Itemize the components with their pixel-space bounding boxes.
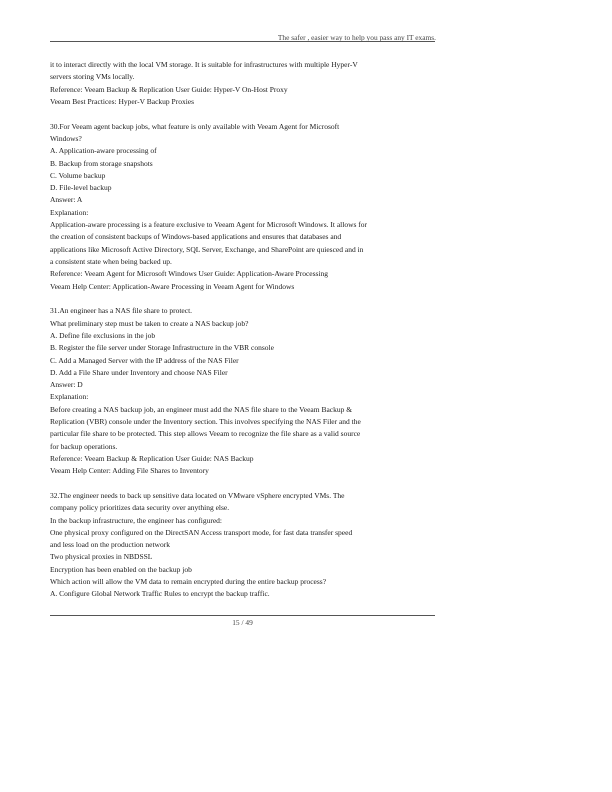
- text-line: Answer: D: [50, 380, 83, 390]
- text-line: 32.The engineer needs to back up sensitive data located on VMware vSphere encrypted VMs. The: [50, 491, 345, 500]
- text-section: [50, 59, 435, 108]
- text-line: D. File-level backup: [50, 183, 112, 193]
- text-line: a consistent state when being backed up.: [50, 256, 172, 266]
- text-line: B. Register the file server under Storage Infrastructure in the VBR console: [50, 343, 274, 353]
- text-line: Answer: A: [50, 195, 83, 205]
- text-line: Explanation:: [50, 207, 89, 217]
- text-line: Veeam Best Practices: Hyper-V Backup Proxies: [50, 96, 195, 106]
- text-line: company policy prioritizes data security over anything else.: [50, 503, 230, 513]
- text-line: Reference: Veeam Backup & Replication User Guide: Hyper-V On-Host Proxy: [50, 84, 288, 94]
- text-line: Explanation:: [50, 392, 89, 402]
- section-gap: [50, 478, 435, 491]
- text-line: Windows?: [50, 133, 82, 143]
- text-line: Reference: Veeam Agent for Microsoft Windows User Guide: Application-Aware Processing: [50, 269, 329, 279]
- header-divider: [50, 41, 435, 42]
- text-line: Which action will allow the VM data to remain encrypted during the entire backup process?: [50, 577, 327, 587]
- text-line: Reference: Veeam Backup & Replication User Guide: NAS Backup: [50, 453, 254, 463]
- text-line: applications like Microsoft Active Directory, SQL Server, Exchange, and SharePoint are quiesced and in: [50, 244, 364, 254]
- text-line: Application-aware processing is a feature exclusive to Veeam Agent for Microsoft Windows. It allows for: [50, 220, 368, 230]
- text-line: servers storing VMs locally.: [50, 72, 135, 82]
- text-line: the creation of consistent backups of Windows-based applications and ensures that databases and: [50, 232, 342, 242]
- text-line: Encryption has been enabled on the backup job: [50, 564, 192, 574]
- text-line: it to interact directly with the local VM storage. It is suitable for infrastructures with multiple Hyper-V: [50, 60, 358, 69]
- text-line: A. Application-aware processing of: [50, 146, 157, 156]
- section-gap: [50, 108, 435, 121]
- text-line: Veeam Help Center: Adding File Shares to Inventory: [50, 466, 209, 476]
- text-line: A. Configure Global Network Traffic Rules to encrypt the backup traffic.: [50, 589, 270, 599]
- page-number: 15 / 49: [232, 618, 253, 627]
- text-line: Replication (VBR) console under the Inventory section. This involves specifying the NAS Filer and the: [50, 417, 361, 427]
- text-section: [50, 121, 435, 293]
- text-section: [50, 490, 435, 601]
- text-section: [50, 305, 435, 477]
- text-line: and less load on the production network: [50, 540, 170, 550]
- text-line: In the backup infrastructure, the engineer has configured:: [50, 515, 223, 525]
- section-gap: [50, 293, 435, 306]
- text-line: Veeam Help Center: Application-Aware Processing in Veeam Agent for Windows: [50, 281, 295, 291]
- text-line: C. Add a Managed Server with the IP address of the NAS Filer: [50, 355, 239, 365]
- text-line: One physical proxy configured on the DirectSAN Access transport mode, for fast data transfer speed: [50, 527, 353, 537]
- text-line: Two physical proxies in NBDSSL: [50, 552, 153, 562]
- text-line: A. Define file exclusions in the job: [50, 330, 156, 340]
- text-line: D. Add a File Share under Inventory and choose NAS Filer: [50, 367, 228, 377]
- text-line: particular file share to be protected. This step allows Veeam to recognize the file share as a valid source: [50, 429, 361, 439]
- footer-divider: [50, 615, 435, 616]
- text-line: 30.For Veeam agent backup jobs, what feature is only available with Veeam Agent for Microsoft: [50, 121, 340, 131]
- text-line: C. Volume backup: [50, 170, 106, 180]
- text-line: for backup operations.: [50, 441, 118, 451]
- text-line: What preliminary step must be taken to create a NAS backup job?: [50, 318, 249, 328]
- text-line: 31.An engineer has a NAS file share to protect.: [50, 306, 193, 316]
- text-line: B. Backup from storage snapshots: [50, 158, 153, 168]
- text-line: Before creating a NAS backup job, an engineer must add the NAS file share to the Veeam Backup &: [50, 404, 353, 414]
- header-tagline: The safer , easier way to help you pass any IT exams.: [277, 33, 436, 42]
- page-content: [50, 59, 435, 601]
